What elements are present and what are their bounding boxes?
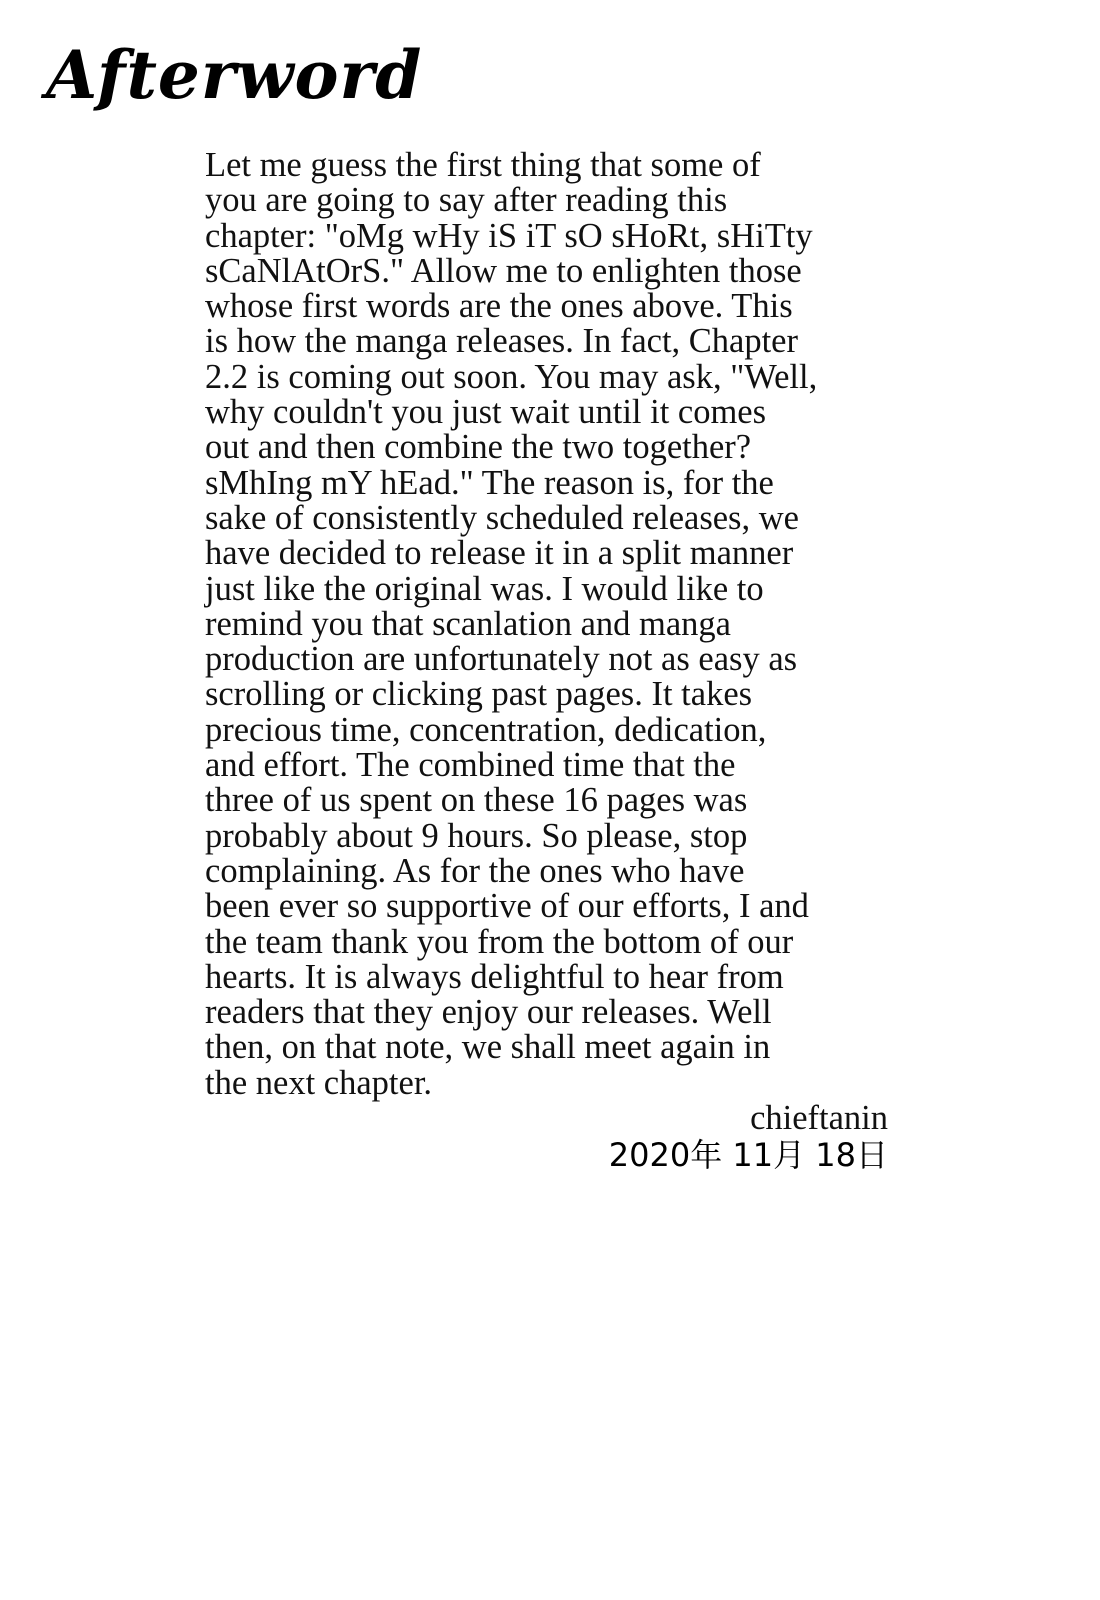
text-line: readers that they enjoy our releases. Well	[205, 993, 772, 1032]
text-line: remind you that scanlation and manga	[205, 604, 731, 643]
text-line: production are unfortunately not as easy as	[205, 640, 798, 679]
text-line: why couldn't you just wait until it comes	[205, 393, 767, 432]
afterword-body	[205, 148, 895, 1101]
text-line: complaining. As for the ones who have	[205, 851, 745, 890]
text-line: probably about 9 hours. So please, stop	[205, 816, 748, 855]
text-line: whose first words are the ones above. This	[205, 287, 793, 326]
text-line: just like the original was. I would like to	[205, 569, 764, 608]
text-line: have decided to release it in a split manner	[205, 534, 794, 573]
text-line: scrolling or clicking past pages. It takes	[205, 675, 753, 714]
text-line: been ever so supportive of our efforts, I and	[205, 887, 809, 926]
text-line: sCaNlAtOrS." Allow me to enlighten those	[205, 251, 802, 290]
text-line: 2.2 is coming out soon. You may ask, "Well,	[205, 357, 818, 396]
signature-name: chieftanin	[750, 1099, 888, 1137]
text-line: sake of consistently scheduled releases, we	[205, 498, 799, 537]
text-line: the next chapter.	[205, 1063, 433, 1102]
text-line: and effort. The combined time that the	[205, 746, 736, 785]
text-line: out and then combine the two together?	[205, 428, 752, 467]
signature-date: 2020年 11月 18日	[608, 1136, 888, 1174]
text-line: precious time, concentration, dedication,	[205, 710, 767, 749]
text-line: is how the manga releases. In fact, Chapter	[205, 322, 798, 361]
text-line: hearts. It is always delightful to hear from	[205, 957, 784, 996]
text-line: chapter: "oMg wHy iS iT sO sHoRt, sHiTty	[205, 216, 813, 255]
text-line: three of us spent on these 16 pages was	[205, 781, 748, 820]
text-line: you are going to say after reading this	[205, 181, 728, 220]
text-line: the team thank you from the bottom of our	[205, 922, 794, 961]
text-line: sMhIng mY hEad." The reason is, for the	[205, 463, 774, 502]
page-title: Afterword	[46, 36, 423, 114]
text-line: then, on that note, we shall meet again in	[205, 1028, 771, 1067]
text-line: Let me guess the first thing that some of	[205, 146, 761, 184]
